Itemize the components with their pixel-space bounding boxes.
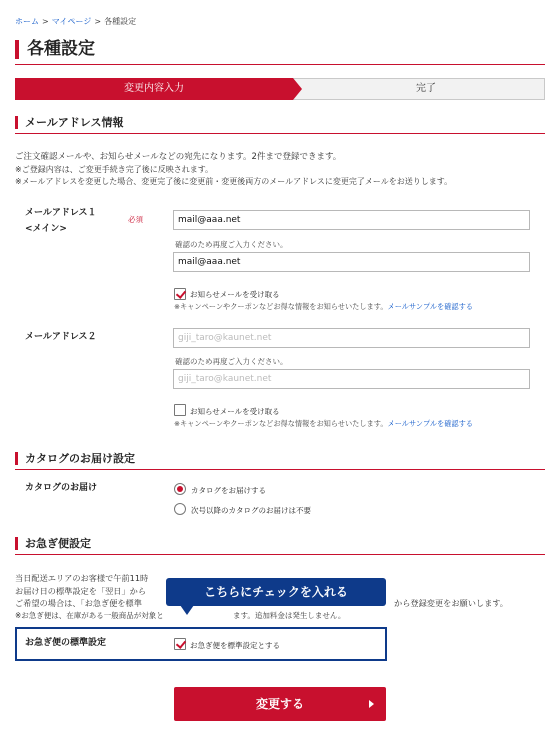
- express-section-header: [15, 536, 545, 554]
- title-accent-bar: [15, 40, 19, 59]
- submit-label: 変更する: [255, 697, 304, 711]
- section-underline: [15, 469, 545, 470]
- email2-label: メールアドレス２: [25, 332, 97, 342]
- express-label: お急ぎ便の標準設定: [25, 638, 107, 648]
- catalog-option-stop: 次号以降のカタログのお届けは不要: [191, 506, 311, 515]
- email-intro-note2: ※メールアドレスを変更した場合、変更完了後に変更前・変更後両方のメールアドレスに変更完了メールをお送りします。: [15, 177, 453, 186]
- email1-newsletter-checkbox[interactable]: [174, 288, 186, 300]
- email1-confirm-input[interactable]: mail@aaa.net: [173, 252, 530, 272]
- email2-sample-link[interactable]: メールサンプルを確認する: [387, 419, 473, 428]
- callout-tail: [180, 605, 194, 615]
- section-accent-bar: [15, 452, 18, 465]
- section-underline: [15, 133, 545, 134]
- email1-sample-link[interactable]: メールサンプルを確認する: [387, 302, 473, 311]
- required-badge: 必須: [128, 215, 143, 224]
- email1-newsletter-label: お知らせメールを受け取る: [190, 290, 280, 299]
- express-line4: [15, 610, 545, 623]
- step-complete: 完了: [416, 83, 436, 94]
- email-intro-main: ご注文確認メールや、お知らせメールなどの宛先になります。2件まで登録できます。: [15, 152, 342, 162]
- page-title-text: 各種設定: [27, 39, 95, 59]
- submit-button[interactable]: [174, 687, 386, 721]
- express-line3a: ご希望の場合は、「お急ぎ便を標準: [15, 598, 142, 608]
- email1-newsletter-note: [174, 302, 473, 312]
- section-accent-bar: [15, 116, 18, 129]
- express-section-title: お急ぎ便設定: [25, 537, 91, 550]
- catalog-section-title: カタログのお届け設定: [25, 452, 135, 465]
- email-intro: [15, 151, 545, 189]
- express-line2: お届け日の標準設定を「翌日」から: [15, 585, 147, 596]
- express-line4a: ※お急ぎ便は、在庫がある一般商品が対象と: [15, 610, 164, 620]
- catalog-radio-stop[interactable]: [174, 503, 186, 515]
- step-arrow: [293, 78, 302, 100]
- email2-input[interactable]: giji_taro@kaunet.net: [173, 328, 530, 348]
- callout-tooltip: [166, 578, 386, 606]
- email2-newsletter-label: お知らせメールを受け取る: [190, 407, 280, 416]
- email2-newsletter-note: [174, 419, 473, 429]
- email2-newsletter-checkbox[interactable]: [174, 404, 186, 416]
- email1-input[interactable]: mail@aaa.net: [173, 210, 530, 230]
- express-checkbox-label: お急ぎ便を標準設定とする: [190, 641, 280, 650]
- breadcrumb-separator: >: [94, 17, 102, 26]
- email1-label-main: <メイン>: [25, 224, 67, 234]
- email1-confirm-hint: 確認のため再度ご入力ください。: [175, 240, 288, 249]
- email-section-title: メールアドレス情報: [25, 116, 124, 129]
- email1-note-text: ※キャンペーンやクーポンなどお得な情報をお知らせいたします。: [174, 302, 388, 311]
- express-line4b: ます。追加料金は発生しません。: [233, 610, 346, 620]
- catalog-option-deliver: カタログをお届けする: [191, 486, 266, 495]
- email1-label: メールアドレス１: [25, 208, 97, 218]
- email2-confirm-hint: 確認のため再度ご入力ください。: [175, 357, 288, 366]
- email-intro-note1: ※ご登録内容は、ご変更手続き完了後に反映されます。: [15, 164, 214, 174]
- section-accent-bar: [15, 537, 18, 550]
- callout-text: こちらにチェックを入れる: [204, 585, 348, 599]
- breadcrumb-home-link[interactable]: ホーム: [15, 17, 39, 26]
- page-title: [15, 38, 545, 62]
- email2-note-text: ※キャンペーンやクーポンなどお得な情報をお知らせいたします。: [174, 419, 388, 428]
- step-input-active: 変更内容入力: [15, 78, 293, 100]
- catalog-label: カタログのお届け: [25, 483, 98, 493]
- progress-steps: [15, 78, 545, 100]
- express-line1: 当日配送エリアのお客様で午前11時: [15, 573, 149, 583]
- arrow-right-icon: [369, 700, 374, 708]
- breadcrumb-current: 各種設定: [104, 17, 137, 26]
- breadcrumb: [15, 16, 136, 27]
- section-underline: [15, 554, 545, 555]
- express-checkbox[interactable]: [174, 638, 186, 650]
- email-section-header: [15, 115, 545, 133]
- title-underline: [15, 64, 545, 65]
- breadcrumb-mypage-link[interactable]: マイページ: [51, 17, 92, 26]
- email2-confirm-input[interactable]: giji_taro@kaunet.net: [173, 369, 530, 389]
- catalog-radio-deliver[interactable]: [174, 483, 186, 495]
- express-line3b: から登録変更をお願いします。: [394, 598, 508, 608]
- breadcrumb-separator: >: [42, 17, 49, 26]
- catalog-section-header: [15, 451, 545, 469]
